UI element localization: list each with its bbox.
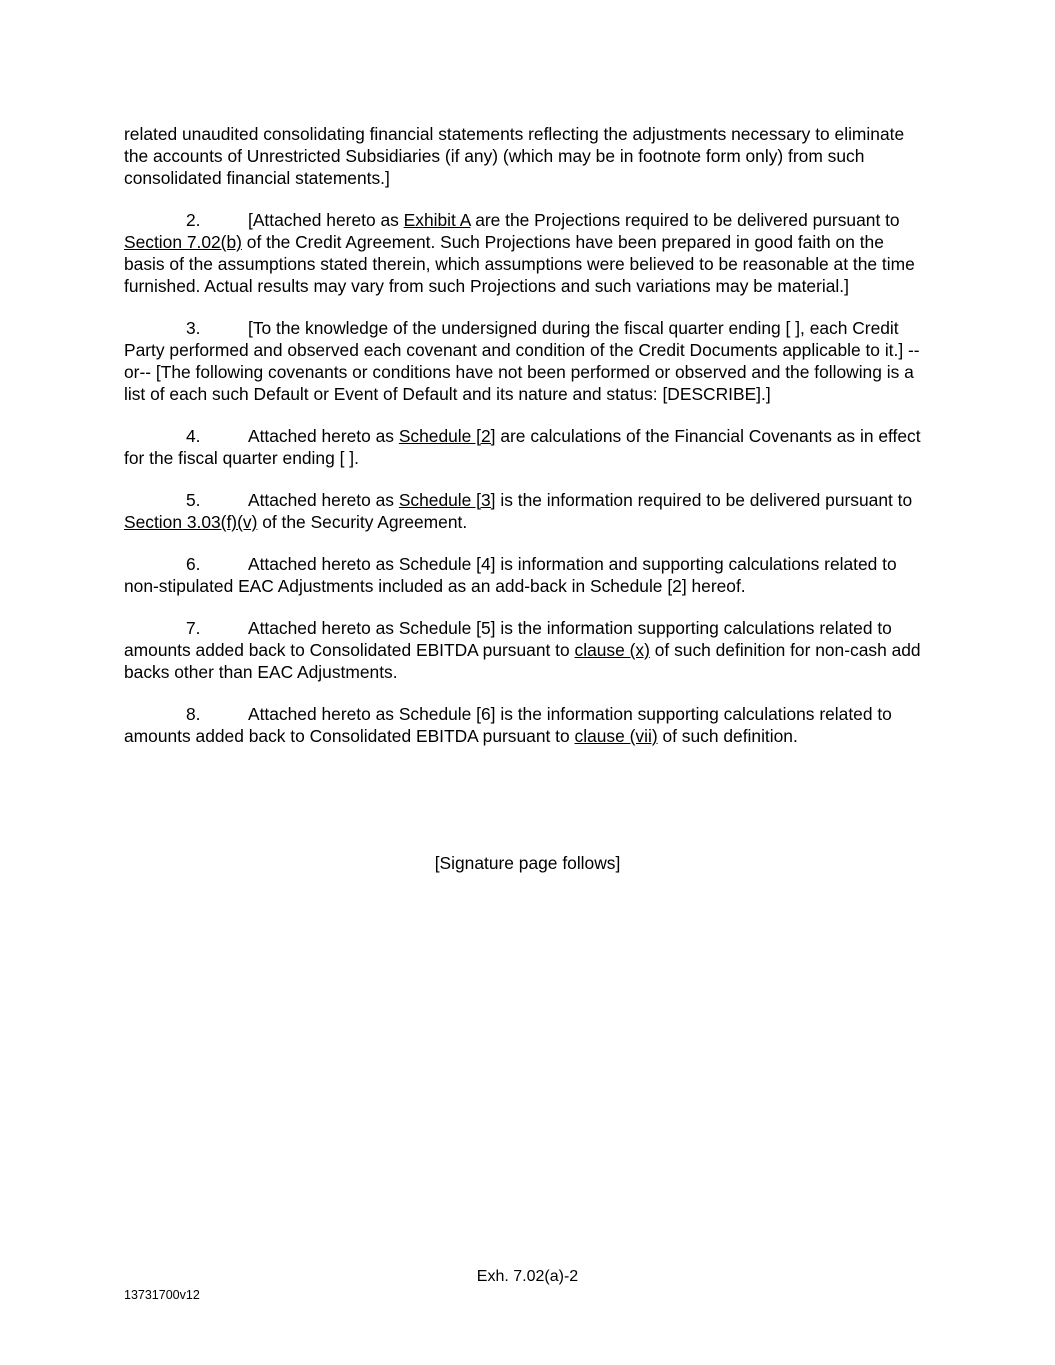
- paragraph-number: 7.: [186, 618, 201, 638]
- signature-page-note: [Signature page follows]: [434, 853, 621, 873]
- paragraph-text: Attached hereto as Schedule [5] is the information supporting calculations related to amounts added back to Consolidated EBITDA pursuant to: [124, 618, 892, 660]
- paragraph-text: Attached hereto as Schedule [6] is the information supporting calculations related to amounts added back to Consolidated EBITDA pursuant to: [124, 704, 892, 746]
- paragraph-text: are calculations of the Financial Covenants as in effect for the fiscal quarter ending [ ].: [124, 426, 921, 468]
- schedule-2-reference: Schedule [2]: [398, 426, 496, 446]
- section-7-02-b-reference: Section 7.02(b): [124, 232, 242, 252]
- schedule-3-reference: Schedule [3]: [398, 490, 496, 510]
- paragraph-5: [124, 489, 924, 533]
- paragraph-number: 3.: [186, 318, 201, 338]
- paragraph-number: 6.: [186, 554, 201, 574]
- paragraph-text: of such definition for non-cash add backs other than EAC Adjustments.: [124, 640, 921, 682]
- paragraph-number: 2.: [186, 210, 201, 230]
- paragraph-text: of the Credit Agreement. Such Projections have been prepared in good faith on the basis of the assumptions stated therein, which assumptions were believed to be reasonable at the time furnished. Actual results may vary from such Projections and such variations may be material.]: [124, 232, 915, 296]
- paragraph-text: Attached hereto as Schedule [4] is information and supporting calculations related to non-stipulated EAC Adjustments included as an add-back in Schedule [2] hereof.: [124, 554, 897, 596]
- paragraph-text: are the Projections required to be delivered pursuant to: [470, 210, 900, 230]
- paragraph-4: [124, 425, 924, 469]
- exhibit-a-reference: Exhibit A: [403, 210, 471, 230]
- document-id: 13731700v12: [124, 1288, 200, 1302]
- paragraph-text: of the Security Agreement.: [257, 512, 468, 532]
- paragraph-number: 8.: [186, 704, 201, 724]
- page-footer-label: Exh. 7.02(a)-2: [476, 1268, 579, 1285]
- paragraph-6: [124, 553, 924, 597]
- paragraph-text: [To the knowledge of the undersigned during the fiscal quarter ending [ ], each Credit Party performed and observed each covenant and condition of the Credit Documents applicable to it.] --or-- [The following covenants or conditions have not been performed or observed and the following is a list of each such Default or Event of Default and its nature and status: [DESCRIBE].]: [124, 318, 920, 404]
- paragraph-7: [124, 617, 924, 683]
- paragraph-3: [124, 317, 924, 405]
- clause-x-reference: clause (x): [574, 640, 650, 660]
- section-3-03-reference: Section 3.03(f)(v): [124, 512, 258, 532]
- paragraph-8: [124, 703, 924, 747]
- paragraph-text: Attached hereto as: [248, 490, 399, 510]
- paragraph-text: is the information required to be delivered pursuant to: [495, 490, 913, 510]
- document-body: [124, 123, 924, 767]
- paragraph-text: [Attached hereto as: [248, 210, 404, 230]
- intro-paragraph: [124, 123, 924, 189]
- paragraph-text: of such definition.: [657, 726, 798, 746]
- paragraph-number: 4.: [186, 426, 201, 446]
- intro-text: related unaudited consolidating financial statements reflecting the adjustments necessary to eliminate the accounts of Unrestricted Subsidiaries (if any) (which may be in footnote form only) from such consolidated financial statements.]: [124, 124, 905, 188]
- paragraph-text: Attached hereto as: [248, 426, 399, 446]
- clause-vii-reference: clause (vii): [574, 726, 658, 746]
- paragraph-number: 5.: [186, 490, 201, 510]
- paragraph-2: [124, 209, 924, 297]
